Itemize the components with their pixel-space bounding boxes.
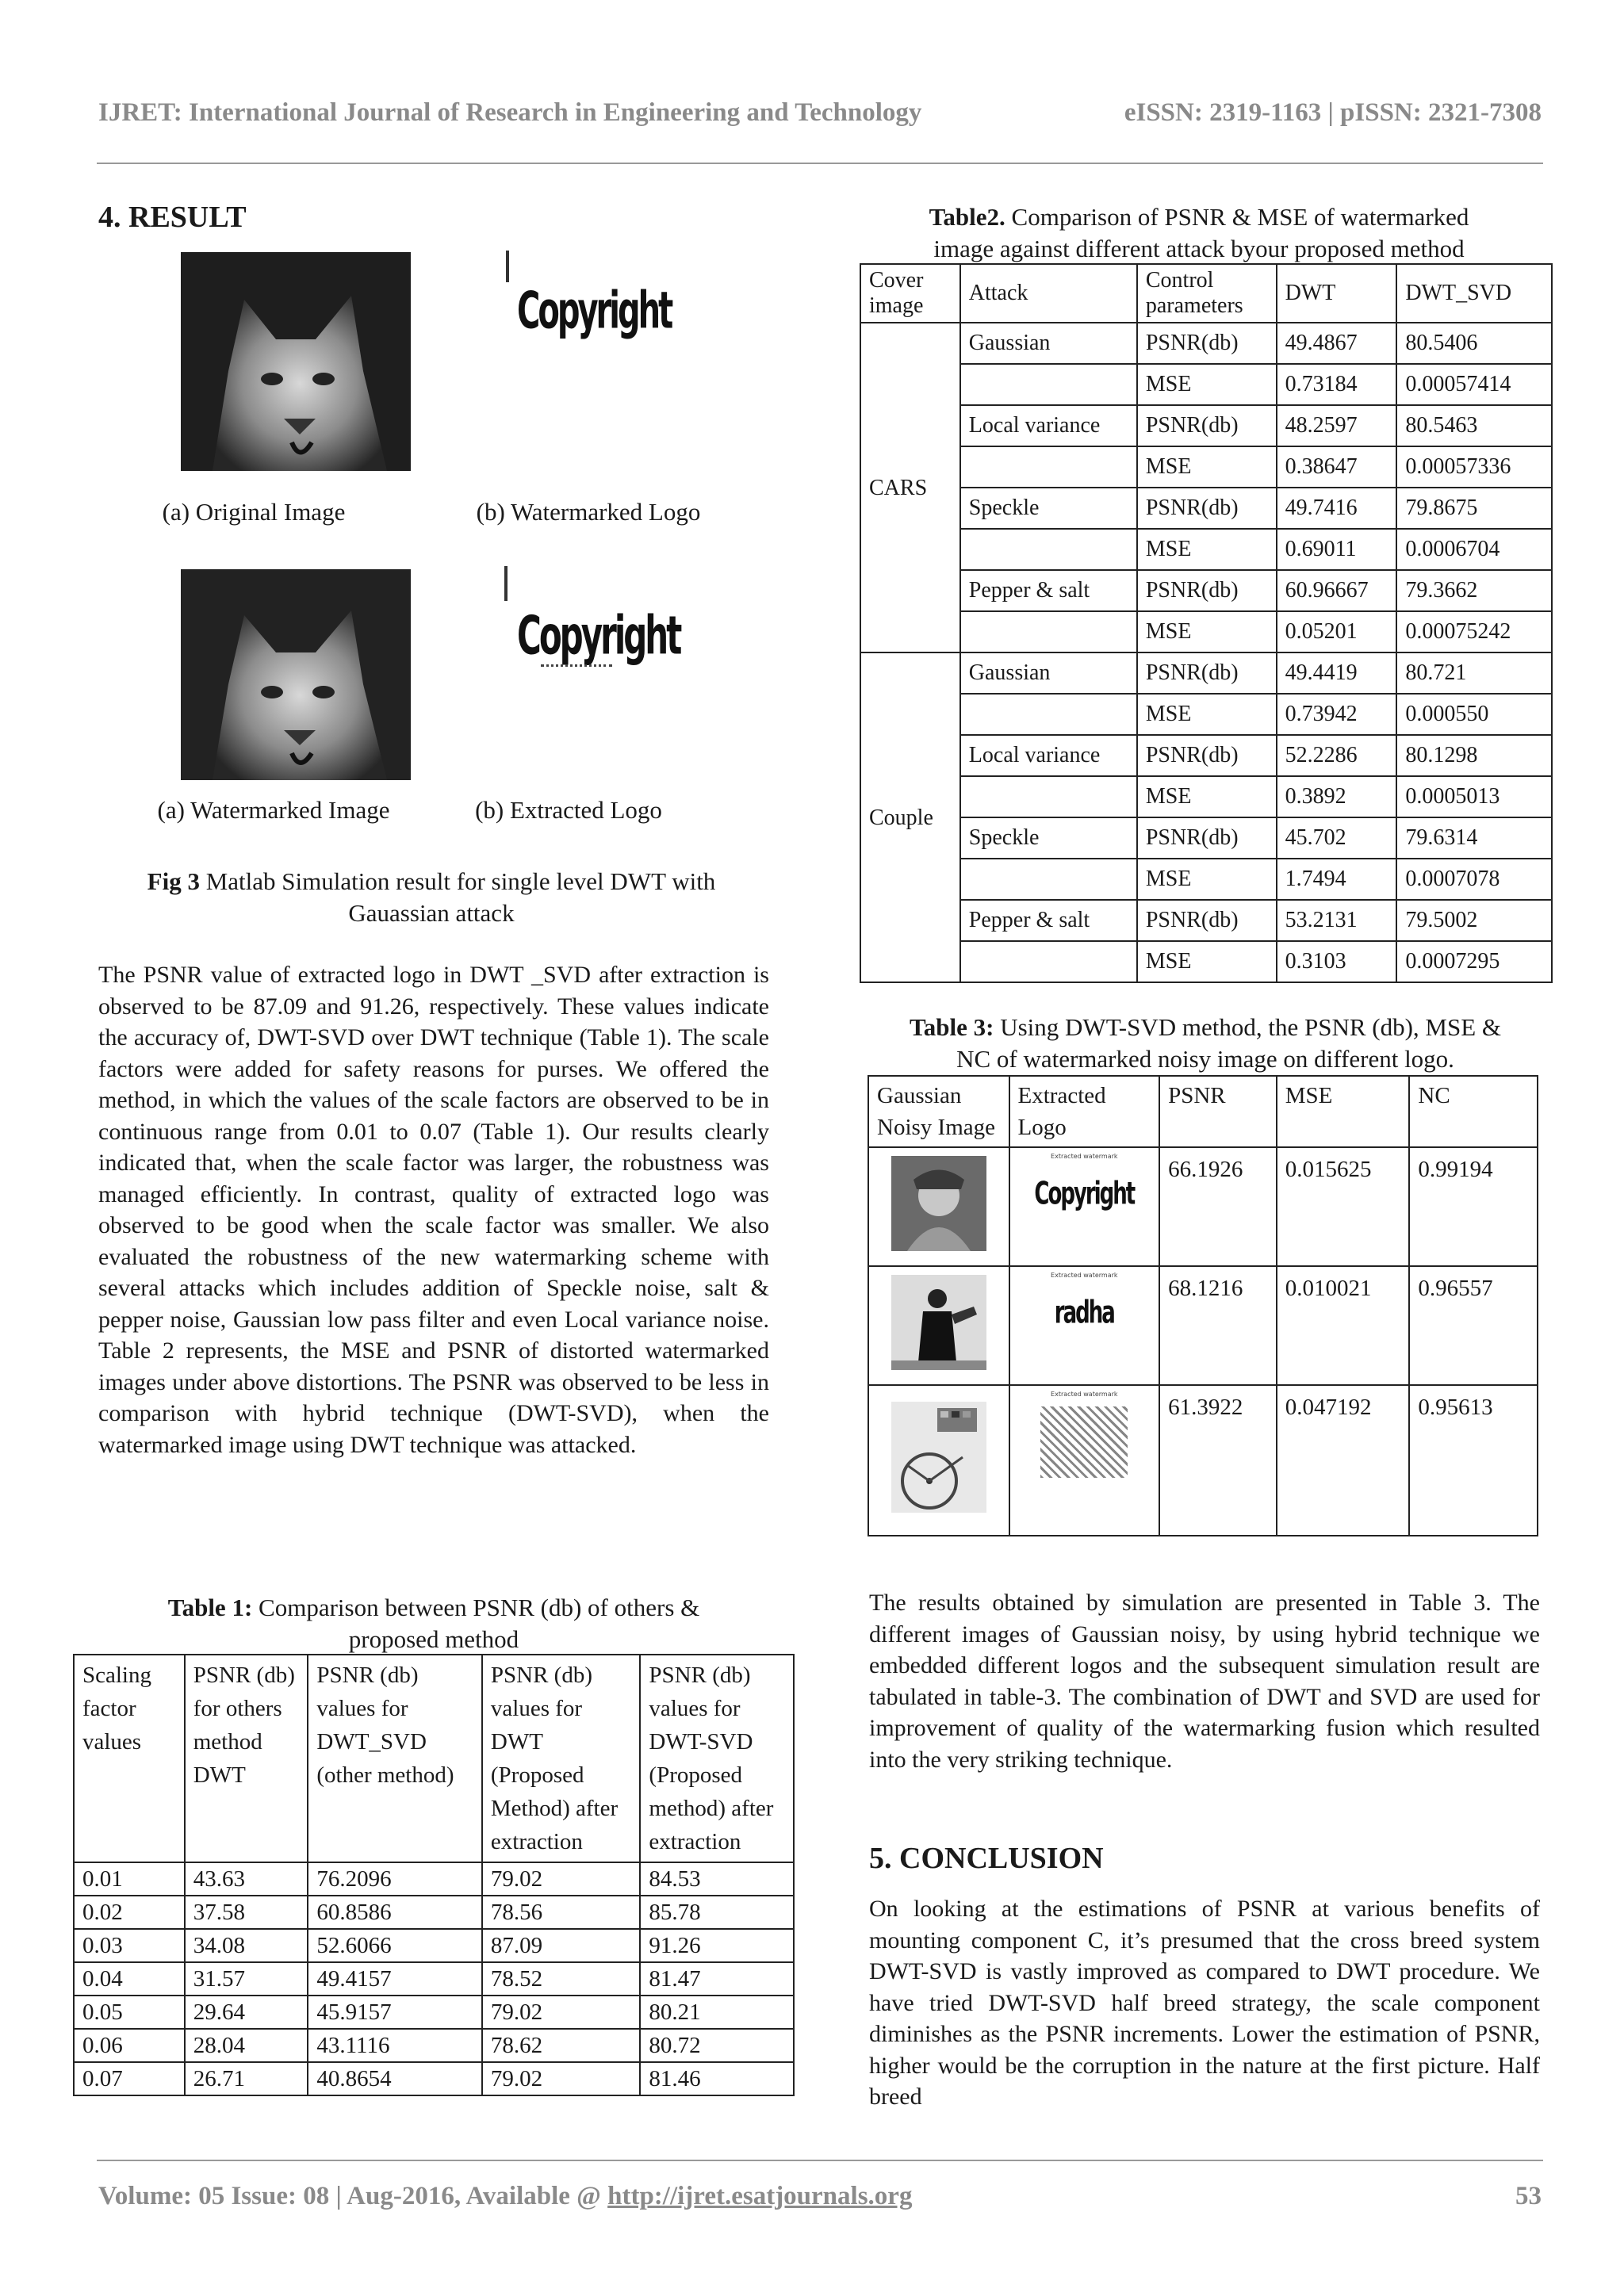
attack-cell [960,611,1137,652]
thumbnail-label: Extracted watermark [1051,1272,1118,1279]
table1-cell: 29.64 [185,1996,308,2029]
attack-cell: Local variance [960,405,1137,446]
table2-header-row [860,264,1552,323]
table3-mse-cell: 0.047192 [1277,1385,1410,1536]
table-row [860,900,1552,941]
thumbnail-label: Extracted watermark [1051,1391,1118,1398]
attack-cell: Gaussian [960,323,1137,364]
table2-cell: 0.73942 [1277,694,1397,735]
cover-image-cell: Couple [860,652,960,982]
table3-psnr-cell: 66.1926 [1159,1147,1277,1266]
logo-word: Copyright [517,604,680,667]
table-row [860,694,1552,735]
logo-word: Copyright [517,282,672,341]
table1-cell: 76.2096 [308,1862,482,1896]
fig-label-a1: (a) Original Image [162,498,346,526]
extracted-logo-image [493,561,680,720]
table1-cell: 81.47 [640,1962,794,1996]
table2-cell: 0.3103 [1277,941,1397,982]
noisy-image-cell [868,1385,1009,1536]
table2-cell: 0.0006704 [1396,529,1552,570]
table1-cell: 0.03 [74,1929,185,1962]
attack-cell [960,941,1137,982]
table2-cell: 0.00057336 [1396,446,1552,488]
table2-cell: MSE [1137,859,1277,900]
table1-cell: 78.52 [482,1962,641,1996]
table2-cell: PSNR(db) [1137,570,1277,611]
table2-number: Table2. [929,203,1005,231]
table-row [74,1896,794,1929]
table2-cell: 79.5002 [1396,900,1552,941]
table2-caption-text: Comparison of PSNR & MSE of watermarked [1005,203,1469,231]
table1-cell: 43.63 [185,1862,308,1896]
table2-cell: 80.721 [1396,652,1552,694]
table2-cell: 1.7494 [1277,859,1397,900]
table2-cell: MSE [1137,941,1277,982]
journal-name: IJRET: International Journal of Research in Engineering and Technology [98,98,922,127]
header-rule [97,163,1543,164]
table1 [73,1654,795,2096]
table3-nc-cell: 0.99194 [1409,1147,1538,1266]
table3-header-row [868,1076,1538,1147]
table3-header-cell: NC [1409,1076,1538,1147]
cover-image-cell: CARS [860,323,960,652]
table2-header-cell: DWT [1277,264,1397,323]
fig-label-b2: (b) Extracted Logo [475,796,662,824]
table3-nc-cell: 0.95613 [1409,1385,1538,1536]
table2-cell: 0.00075242 [1396,611,1552,652]
table2-header-cell: Control parameters [1137,264,1277,323]
table1-cell: 26.71 [185,2062,308,2095]
table-row [860,611,1552,652]
watermark-logo-image [493,244,672,403]
table2-cell: 0.0007078 [1396,859,1552,900]
table-row [868,1147,1538,1266]
table-row [74,1862,794,1896]
table2-cell: 49.4419 [1277,652,1397,694]
table1-cell: 40.8654 [308,2062,482,2095]
table2-cell: MSE [1137,611,1277,652]
table-row [74,1996,794,2029]
table2-cell: PSNR(db) [1137,652,1277,694]
attack-cell: Gaussian [960,652,1137,694]
figure-caption-text: Matlab Simulation result for single level DWT with [199,867,716,895]
table1-cell: 85.78 [640,1896,794,1929]
attack-cell: Speckle [960,488,1137,529]
table-row [860,488,1552,529]
table3-header-cell: Extracted Logo [1009,1076,1160,1147]
table2-cell: 49.7416 [1277,488,1397,529]
table3-psnr-cell: 61.3922 [1159,1385,1277,1536]
footer-rule [97,2160,1543,2161]
table-row [860,941,1552,982]
table2-cell: 80.5463 [1396,405,1552,446]
attack-cell [960,446,1137,488]
page-number: 53 [1515,2182,1542,2210]
table1-cell: 87.09 [482,1929,641,1962]
table2-header-cell: Cover image [860,264,960,323]
table-row [860,817,1552,859]
journal-url-link[interactable]: http://ijret.esatjournals.org [607,2182,913,2210]
table1-cell: 78.56 [482,1896,641,1929]
noisy-image-thumbnail [871,1275,1007,1377]
table1-header-cell: PSNR (db) values for DWT_SVD (other method) [308,1655,482,1862]
table1-cell: 0.04 [74,1962,185,1996]
table2-cell: 0.00057414 [1396,364,1552,405]
table2-cell: 0.38647 [1277,446,1397,488]
running-footer [98,2182,1542,2211]
table-row [74,1962,794,1996]
extracted-logo-cell [1009,1147,1160,1266]
noisy-image-cell [868,1147,1009,1266]
original-cat-image [181,252,411,471]
table2-cell: 0.05201 [1277,611,1397,652]
table2-header-cell: Attack [960,264,1137,323]
table1-header-cell: PSNR (db) for others method DWT [185,1655,308,1862]
table2-cell: PSNR(db) [1137,323,1277,364]
table2-caption-line2: image against different attack byour proposed method [933,235,1465,262]
section-title-result: 4. RESULT [98,201,247,234]
table-row [868,1385,1538,1536]
table2-cell: MSE [1137,694,1277,735]
attack-cell [960,776,1137,817]
table1-cell: 45.9157 [308,1996,482,2029]
table1-cell: 0.07 [74,2062,185,2095]
table1-header-cell: Scaling factor values [74,1655,185,1862]
table2-header-cell: DWT_SVD [1396,264,1552,323]
figure-number: Fig 3 [147,867,200,895]
extracted-logo-word: radha [1054,1295,1114,1331]
logo-mark [504,566,508,601]
table1-header-cell: PSNR (db) values for DWT-SVD (Proposed method) after extraction [640,1655,794,1862]
extracted-logo-cell [1009,1266,1160,1385]
table2-caption [866,201,1532,265]
fig-label-a2: (a) Watermarked Image [157,796,390,824]
table1-cell: 43.1116 [308,2029,482,2062]
section-title-conclusion: 5. CONCLUSION [869,1842,1104,1875]
table1-caption [98,1592,769,1655]
table2-cell: 60.96667 [1277,570,1397,611]
table2-cell: 0.0007295 [1396,941,1552,982]
table-row [860,652,1552,694]
table1-cell: 79.02 [482,1996,641,2029]
table1-cell: 0.02 [74,1896,185,1929]
table3-header-cell: Gaussian Noisy Image [868,1076,1009,1147]
table2-cell: PSNR(db) [1137,405,1277,446]
table3-discussion: The results obtained by simulation are presented in Table 3. The different images of Gaussian noisy, by using hybrid technique we embedded different logos and the subsequent simulation result are tabulated in table-3. The combination of DWT and SVD are used for improvement of quality of the watermarking fusion which resulted into the very striking technique. [869,1590,1540,1773]
attack-cell [960,694,1137,735]
figure-caption [98,866,764,929]
table3-caption-text: Using DWT-SVD method, the PSNR (db), MSE & [994,1013,1502,1041]
attack-cell [960,364,1137,405]
table2-cell: MSE [1137,776,1277,817]
table2-cell: 79.6314 [1396,817,1552,859]
running-header [98,98,1542,128]
table3-mse-cell: 0.010021 [1277,1266,1410,1385]
table1-cell: 52.6066 [308,1929,482,1962]
table2-cell: 80.1298 [1396,735,1552,776]
table-row [860,529,1552,570]
table1-cell: 84.53 [640,1862,794,1896]
noisy-image-thumbnail [871,1402,1007,1520]
table2-cell: 0.0005013 [1396,776,1552,817]
table2-cell: 0.73184 [1277,364,1397,405]
table3-psnr-cell: 68.1216 [1159,1266,1277,1385]
table1-cell: 0.05 [74,1996,185,2029]
table2-cell: 80.5406 [1396,323,1552,364]
table2-cell: PSNR(db) [1137,735,1277,776]
issn-text: eISSN: 2319-1163 | pISSN: 2321-7308 [1124,98,1542,127]
table1-caption-line2: proposed method [348,1625,519,1653]
table3 [868,1075,1538,1536]
table2-cell: 0.69011 [1277,529,1397,570]
watermarked-cat-image [181,569,411,780]
table2-cell: 49.4867 [1277,323,1397,364]
figure-caption-line2: Gauassian attack [348,899,515,927]
volume-info: Volume: 05 Issue: 08 | Aug-2016, Available @ [98,2182,608,2210]
noisy-image-thumbnail [871,1156,1007,1258]
extracted-logo-cell [1009,1385,1160,1536]
attack-cell: Speckle [960,817,1137,859]
thumbnail-label: Extracted watermark [1051,1153,1118,1160]
table-row [868,1266,1538,1385]
result-paragraph: The PSNR value of extracted logo in DWT _SVD after extraction is observed to be 87.09 and 91.26, respectively. These values indicate the accuracy of, DWT-SVD over DWT technique (Table 1). The scale factors were added for safety reasons for purses. We offered the method, in which the values of the scale factors are observed to be in continuous range from 0.01 to 0.07 (Table 1). Our results clearly indicated that, when the scale factor was larger, the robustness was managed efficiently. In contrast, quality of extracted logo was observed to be good when the scale factor was smaller. We also evaluated the robustness of the new watermarking scheme with several attacks which includes addition of Speckle noise, salt & pepper noise, Gaussian low pass filter and even Local variance noise. Table 2 represents, the MSE and PSNR of distorted watermarked images under above distortions. The PSNR was observed to be less in comparison with hybrid technique (DWT-SVD), when the watermarked image using DWT technique was attacked. [98,962,769,1458]
table-row [860,364,1552,405]
table2-cell: 52.2286 [1277,735,1397,776]
extracted-logo-word: Copyright [1034,1177,1135,1212]
table3-number: Table 3: [909,1013,994,1041]
attack-cell [960,859,1137,900]
table2-cell: 79.8675 [1396,488,1552,529]
table-row [860,570,1552,611]
table3-caption-line2: NC of watermarked noisy image on different logo. [956,1045,1454,1073]
table1-caption-text: Comparison between PSNR (db) of others & [252,1594,700,1621]
table3-header-cell: PSNR [1159,1076,1277,1147]
table-row [74,2062,794,2095]
attack-cell: Local variance [960,735,1137,776]
table1-cell: 79.02 [482,1862,641,1896]
table1-cell: 60.8586 [308,1896,482,1929]
table-row [860,735,1552,776]
table3-header-cell: MSE [1277,1076,1410,1147]
table3-mse-cell: 0.015625 [1277,1147,1410,1266]
table2-cell: 79.3662 [1396,570,1552,611]
table2-cell: 0.3892 [1277,776,1397,817]
table1-cell: 49.4157 [308,1962,482,1996]
table-row [860,859,1552,900]
table3-caption [866,1012,1545,1075]
table1-cell: 78.62 [482,2029,641,2062]
table2-cell: 53.2131 [1277,900,1397,941]
fig-label-b1: (b) Watermarked Logo [476,498,701,526]
noisy-image-cell [868,1266,1009,1385]
logo-mark [506,251,509,282]
table-row [860,405,1552,446]
conclusion-paragraph: On looking at the estimations of PSNR at various benefits of mounting component C, it’s presumed that the cross breed system DWT-SVD is vastly improved as compared to DWT procedure. We have tried DWT-SVD half breed strategy, the scale component diminishes as the PSNR increments. Lower the estimation of PSNR, higher would be the corruption in the nature at the first picture. Half breed [869,1896,1540,2110]
table1-cell: 34.08 [185,1929,308,1962]
table2-cell: PSNR(db) [1137,488,1277,529]
table-row [860,776,1552,817]
table1-cell: 81.46 [640,2062,794,2095]
table2-cell: MSE [1137,529,1277,570]
table-row [74,2029,794,2062]
table1-cell: 0.06 [74,2029,185,2062]
table1-cell: 79.02 [482,2062,641,2095]
table-row [74,1929,794,1962]
table2-cell: MSE [1137,364,1277,405]
table1-cell: 28.04 [185,2029,308,2062]
attack-cell: Pepper & salt [960,900,1137,941]
table2-cell: PSNR(db) [1137,900,1277,941]
logo-noise [541,664,612,673]
table1-cell: 91.26 [640,1929,794,1962]
table3-nc-cell: 0.96557 [1409,1266,1538,1385]
attack-cell [960,529,1137,570]
table1-cell: 80.72 [640,2029,794,2062]
table1-header-row [74,1655,794,1862]
table-row [860,446,1552,488]
extracted-logo-noise [1040,1406,1128,1478]
table1-cell: 0.01 [74,1862,185,1896]
table1-number: Table 1: [167,1594,253,1621]
table2-cell: PSNR(db) [1137,817,1277,859]
attack-cell: Pepper & salt [960,570,1137,611]
table1-cell: 80.21 [640,1996,794,2029]
table1-cell: 31.57 [185,1962,308,1996]
table1-cell: 37.58 [185,1896,308,1929]
table2-cell: MSE [1137,446,1277,488]
table2 [860,263,1553,983]
table1-header-cell: PSNR (db) values for DWT (Proposed Method) after extraction [482,1655,641,1862]
table-row [860,323,1552,364]
table2-cell: 48.2597 [1277,405,1397,446]
table2-cell: 45.702 [1277,817,1397,859]
table2-cell: 0.000550 [1396,694,1552,735]
